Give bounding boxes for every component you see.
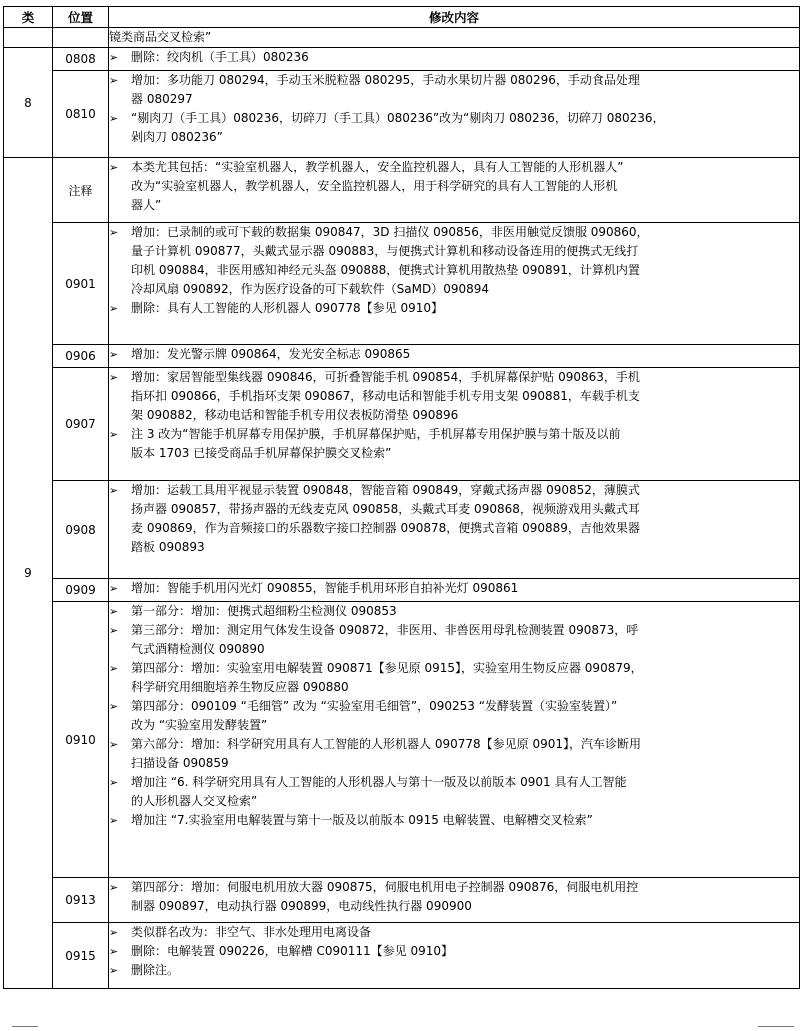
content-cell [109,579,800,602]
bullet-item [109,425,799,463]
arrow-bullet-icon: ➢ [109,700,119,713]
item-line: 印机 090884，非医用感知神经元头盔 090888，便携式计算机用散热垫 090891，计算机内置 [131,263,640,277]
item-line: 冷却风扇 090892，作为医疗设备的可下载软件（SaMD）090894 [131,282,489,296]
item-line: 第四部分：090109 “毛细管” 改为 “实验室用毛细管”，090253 “发酵装置（实验室装置）” [131,699,618,713]
content-line: 镜类商品交叉检索” [109,30,212,44]
item-line: “剔肉刀（手工具）080236，切碎刀（手工具）080236”改为“剔肉刀 080236，切碎刀 080236， [131,111,665,125]
arrow-bullet-icon: ➢ [109,881,119,894]
header-class: 类 [4,7,53,28]
position-cell: 0901 [53,223,109,345]
bullet-item [109,579,799,598]
content-cell [109,28,800,48]
item-text [131,425,799,463]
item-line: 扫描设备 090859 [131,756,229,770]
item-text [131,368,799,425]
arrow-bullet-icon: ➢ [109,161,119,174]
bullet-item [109,697,799,735]
item-line: 增加注 “7.实验室用电解装置与第十一版及以前版本 0915 电解装置、电解槽交叉检索” [131,813,593,827]
item-line: 踏板 090893 [131,540,205,554]
bullet-item [109,109,799,147]
footer-rule-right [758,1026,794,1027]
item-line: 增加：家居智能型集线器 090846，可折叠智能手机 090854，手机屏幕保护贴 090863，手机 [131,370,640,384]
content-cell [109,71,800,158]
item-line: 第四部分：增加：实验室用电解装置 090871【参见原 0915】，实验室用生物反应器 090879， [131,661,643,675]
item-line: 增加：多功能刀 080294，手动玉米脱粒器 080295，手动水果切片器 080296，手动食品处理 [131,73,640,87]
arrow-bullet-icon: ➢ [109,926,119,939]
item-line: 增加注 “6. 科学研究用具有人工智能的人形机器人与第十一版及以前版本 0901 具有人工智能 [131,775,627,789]
item-text [131,621,799,659]
table-row [4,579,800,602]
bullet-item [109,878,799,916]
item-line: 量子计算机 090877，头戴式显示器 090883，与便携式计算机和移动设备连用的便携式无线打 [131,244,639,258]
item-line: 删除注。 [131,963,180,977]
bullet-item [109,942,799,961]
position-cell: 注释 [53,158,109,223]
class-cell: 8 [4,48,53,158]
item-line: 删除：电解装置 090226，电解槽 C090111【参见 0910】 [131,944,453,958]
content-cell [109,48,800,71]
position-cell: 0910 [53,602,109,878]
amendment-table [3,6,800,989]
content-cell [109,923,800,989]
bullet-item [109,345,799,364]
content-cell [109,878,800,923]
item-line: 增加：已录制的或可下载的数据集 090847，3D 扫描仪 090856，非医用触觉反馈服 090860， [131,225,649,239]
position-cell: 0908 [53,481,109,579]
table-row [4,158,800,223]
bullet-item [109,368,799,425]
content-cell [109,158,800,223]
item-line: 注 3 改为“智能手机屏幕专用保护膜，手机屏幕保护贴，手机屏幕专用保护膜与第十版及以前 [131,427,621,441]
item-text [131,878,799,916]
footer-rule-left [12,1026,38,1027]
arrow-bullet-icon: ➢ [109,776,119,789]
content-cell [109,602,800,878]
table-row [4,48,800,71]
item-line: 指环扣 090866，手机指环支架 090867，移动电话和智能手机专用支架 090881，车载手机支 [131,389,640,403]
arrow-bullet-icon: ➢ [109,484,119,497]
class-cell [4,28,53,48]
content-cell [109,368,800,481]
position-cell: 0907 [53,368,109,481]
bullet-item [109,71,799,109]
item-line: 的人形机器人交叉检索” [131,794,258,808]
item-text [131,923,799,942]
arrow-bullet-icon: ➢ [109,945,119,958]
table-row [4,368,800,481]
bullet-item [109,811,799,830]
item-text [131,481,799,557]
item-line: 改为“实验室机器人，教学机器人，安全监控机器人，用于科学研究的具有人工智能的人形机 [131,179,618,193]
item-line: 架 090882，移动电话和智能手机专用仪表板防滑垫 090896 [131,408,459,422]
table-header-row [4,7,800,28]
position-cell: 0810 [53,71,109,158]
position-cell: 0915 [53,923,109,989]
arrow-bullet-icon: ➢ [109,662,119,675]
item-line: 第四部分：增加：伺服电机用放大器 090875，伺服电机用电子控制器 090876，伺服电机用控 [131,880,639,894]
item-line: 第一部分：增加：便携式超细粉尘检测仪 090853 [131,604,397,618]
item-text [131,773,799,811]
item-text [131,223,799,299]
arrow-bullet-icon: ➢ [109,302,119,315]
content-cell [109,223,800,345]
item-line: 改为 “实验室用发酵装置” [131,718,268,732]
arrow-bullet-icon: ➢ [109,112,119,125]
item-line: 第三部分：增加：测定用气体发生设备 090872，非医用、非兽医用母乳检测装置 090873，呼 [131,623,639,637]
bullet-item [109,773,799,811]
position-cell: 0808 [53,48,109,71]
item-text [131,961,799,980]
table-row [4,481,800,579]
bullet-item [109,299,799,318]
arrow-bullet-icon: ➢ [109,371,119,384]
content-cell [109,481,800,579]
arrow-bullet-icon: ➢ [109,738,119,751]
header-content: 修改内容 [109,7,800,28]
bullet-item [109,923,799,942]
item-line: 器人” [131,198,162,212]
item-text [131,735,799,773]
arrow-bullet-icon: ➢ [109,51,119,64]
table-row [4,878,800,923]
class-cell: 9 [4,158,53,989]
bullet-item [109,621,799,659]
bullet-item [109,735,799,773]
arrow-bullet-icon: ➢ [109,624,119,637]
arrow-bullet-icon: ➢ [109,74,119,87]
item-text [131,71,799,109]
bullet-item [109,961,799,980]
item-line: 器 080297 [131,92,193,106]
table-row [4,28,800,48]
item-line: 第六部分：增加：科学研究用具有人工智能的人形机器人 090778【参见原 0901】，汽车诊断用 [131,737,641,751]
item-line: 麦 090869，作为音频接口的乐器数字接口控制器 090878，便携式音箱 090889，吉他效果器 [131,521,640,535]
item-line: 增加：运载工具用平视显示装置 090848，智能音箱 090849，穿戴式扬声器 090852，薄膜式 [131,483,640,497]
bullet-item [109,158,799,215]
table-body [4,28,800,989]
item-text [131,697,799,735]
bullet-item [109,223,799,299]
table-row [4,345,800,368]
item-line: 制器 090897，电动执行器 090899，电动线性执行器 090900 [131,899,472,913]
item-line: 扬声器 090857，带扬声器的无线麦克风 090858，头戴式耳麦 090868，视频游戏用头戴式耳 [131,502,640,516]
item-text [131,811,799,830]
arrow-bullet-icon: ➢ [109,814,119,827]
item-line: 删除：具有人工智能的人形机器人 090778【参见 0910】 [131,301,443,315]
item-line: 版本 1703 已接受商品手机屏幕保护膜交叉检索” [131,446,392,460]
item-line: 增加：发光警示牌 090864，发光安全标志 090865 [131,347,411,361]
table-row [4,923,800,989]
arrow-bullet-icon: ➢ [109,605,119,618]
arrow-bullet-icon: ➢ [109,348,119,361]
position-cell [53,28,109,48]
item-text [131,109,799,147]
position-cell: 0909 [53,579,109,602]
bullet-item [109,602,799,621]
position-cell: 0913 [53,878,109,923]
item-text [131,579,799,598]
content-cell [109,345,800,368]
arrow-bullet-icon: ➢ [109,582,119,595]
header-position: 位置 [53,7,109,28]
item-text [131,48,799,67]
bullet-item [109,48,799,67]
arrow-bullet-icon: ➢ [109,226,119,239]
item-text [131,602,799,621]
item-line: 删除：绞肉机（手工具）080236 [131,50,309,64]
item-text [131,659,799,697]
position-cell: 0906 [53,345,109,368]
item-line: 增加：智能手机用闪光灯 090855，智能手机用环形自拍补光灯 090861 [131,581,519,595]
item-text [131,299,799,318]
arrow-bullet-icon: ➢ [109,964,119,977]
arrow-bullet-icon: ➢ [109,428,119,441]
bullet-item [109,659,799,697]
bullet-item [109,481,799,557]
item-line: 科学研究用细胞培养生物反应器 090880 [131,680,349,694]
item-line: 剁肉刀 080236” [131,130,223,144]
item-text [131,158,799,215]
item-line: 气式酒精检测仪 090890 [131,642,265,656]
item-line: 类似群名改为：非空气、非水处理用电离设备 [131,925,372,939]
table-row [4,602,800,878]
item-text [131,345,799,364]
table-row [4,223,800,345]
item-text [131,942,799,961]
item-line: 本类尤其包括：“实验室机器人，教学机器人，安全监控机器人，具有人工智能的人形机器人” [131,160,624,174]
table-row [4,71,800,158]
